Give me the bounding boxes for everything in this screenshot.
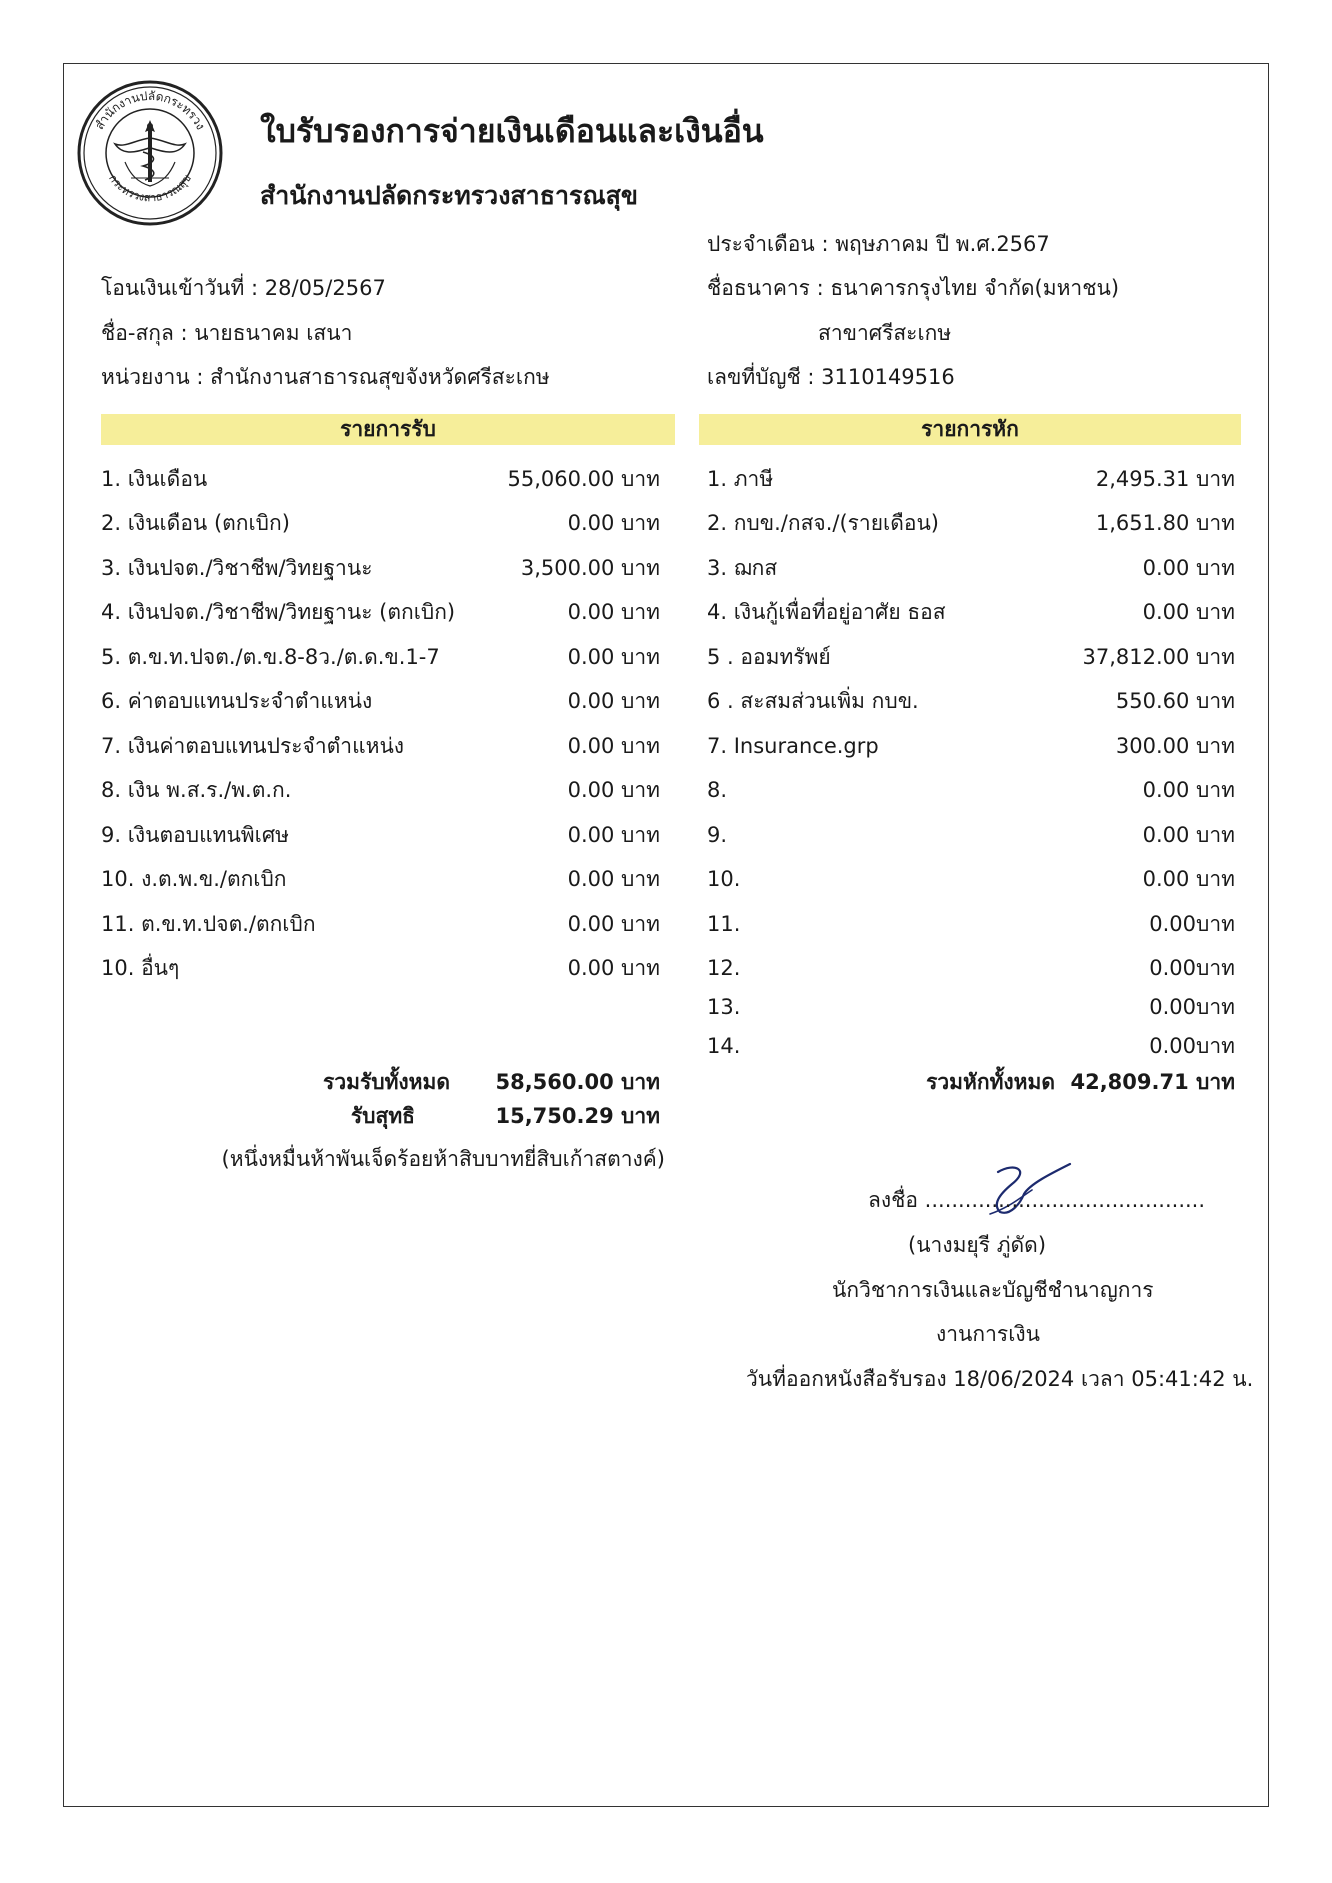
signer-section: งานการเงิน: [936, 1322, 1040, 1346]
income-item-amount: 0.00 บาท: [567, 645, 660, 669]
signature-line: ลงชื่อ ..........................................: [868, 1188, 1206, 1212]
bank-branch: สาขาศรีสะเกษ: [818, 321, 952, 345]
deduction-item-amount: 0.00 บาท: [1142, 556, 1235, 580]
deduction-item-amount: 0.00 บาท: [1142, 778, 1235, 802]
svg-text:สำนักงานปลัดกระทรวง: สำนักงานปลัดกระทรวง: [92, 88, 208, 133]
net-pay-label: รับสุทธิ: [350, 1104, 415, 1128]
deduction-item-amount: 0.00 บาท: [1142, 823, 1235, 847]
income-item-amount: 0.00 บาท: [567, 778, 660, 802]
income-total-amount: 58,560.00 บาท: [495, 1070, 660, 1094]
net-pay-amount: 15,750.29 บาท: [495, 1104, 660, 1128]
deduction-item-label: 2. กบข./กสจ./(รายเดือน): [707, 511, 939, 535]
income-header: รายการรับ: [101, 414, 675, 445]
signer-position: นักวิชาการเงินและบัญชีชำนาญการ: [832, 1278, 1154, 1302]
document-title: ใบรับรองการจ่ายเงินเดือนและเงินอื่น: [260, 112, 764, 150]
income-item-amount: 0.00 บาท: [567, 511, 660, 535]
income-item-label: 11. ต.ข.ท.ปจต./ตกเบิก: [101, 912, 316, 936]
income-item-label: 1. เงินเดือน: [101, 467, 208, 491]
deduction-item-label: 10.: [707, 867, 741, 891]
income-item-label: 9. เงินตอบแทนพิเศษ: [101, 823, 290, 847]
deduction-item-amount: 2,495.31 บาท: [1095, 467, 1235, 491]
transfer-date: โอนเงินเข้าวันที่ : 28/05/2567: [101, 276, 386, 300]
income-item-amount: 0.00 บาท: [567, 912, 660, 936]
income-item-amount: 0.00 บาท: [567, 823, 660, 847]
income-item-amount: 0.00 บาท: [567, 689, 660, 713]
income-item-label: 2. เงินเดือน (ตกเบิก): [101, 511, 290, 535]
pay-period: ประจำเดือน : พฤษภาคม ปี พ.ศ.2567: [707, 232, 1050, 256]
employee-name: ชื่อ-สกุล : นายธนาคม เสนา: [101, 321, 353, 345]
bank-name: ชื่อธนาคาร : ธนาคารกรุงไทย จำกัด(มหาชน): [707, 276, 1120, 300]
income-item-amount: 0.00 บาท: [567, 867, 660, 891]
ministry-seal-icon: [75, 78, 225, 228]
signer-name: (นางมยุรี ภู่ดัด): [908, 1233, 1047, 1257]
income-item-label: 10. ง.ต.พ.ข./ตกเบิก: [101, 867, 287, 891]
income-item-label: 5. ต.ข.ท.ปจต./ต.ข.8-8ว./ต.ด.ข.1-7: [101, 645, 440, 669]
income-item-amount: 3,500.00 บาท: [520, 556, 660, 580]
deduction-item-amount: 0.00บาท: [1149, 995, 1235, 1019]
deduction-item-label: 9.: [707, 823, 728, 847]
income-item-amount: 0.00 บาท: [567, 600, 660, 624]
deduction-total-label: รวมหักทั้งหมด: [926, 1070, 1055, 1094]
income-item-label: 7. เงินค่าตอบแทนประจำตำแหน่ง: [101, 734, 405, 758]
income-total-label: รวมรับทั้งหมด: [323, 1070, 450, 1094]
deductions-header: รายการหัก: [699, 414, 1241, 445]
income-item-label: 8. เงิน พ.ส.ร./พ.ต.ก.: [101, 778, 292, 802]
income-item-label: 10. อื่นๆ: [101, 956, 180, 980]
deduction-item-amount: 0.00บาท: [1149, 912, 1235, 936]
deduction-item-amount: 550.60 บาท: [1115, 689, 1235, 713]
deduction-item-label: 12.: [707, 956, 741, 980]
deduction-item-amount: 300.00 บาท: [1115, 734, 1235, 758]
account-number: เลขที่บัญชี : 3110149516: [707, 365, 955, 389]
svg-text:กระทรวงสาธารณสุข: กระทรวงสาธารณสุข: [106, 172, 194, 205]
deduction-item-amount: 0.00 บาท: [1142, 600, 1235, 624]
deduction-item-amount: 1,651.80 บาท: [1095, 511, 1235, 535]
organization-name: สำนักงานปลัดกระทรวงสาธารณสุข: [260, 181, 638, 210]
income-item-label: 6. ค่าตอบแทนประจำตำแหน่ง: [101, 689, 373, 713]
deduction-item-amount: 0.00บาท: [1149, 956, 1235, 980]
deduction-item-label: 1. ภาษี: [707, 467, 774, 491]
deduction-item-label: 4. เงินกู้เพื่อที่อยู่อาศัย ธอส: [707, 600, 946, 624]
income-item-amount: 0.00 บาท: [567, 956, 660, 980]
net-pay-in-words: (หนึ่งหมื่นห้าพันเจ็ดร้อยห้าสิบบาทยี่สิบเก้าสตางค์): [221, 1147, 665, 1171]
income-item-amount: 55,060.00 บาท: [507, 467, 660, 491]
deduction-total-amount: 42,809.71 บาท: [1070, 1070, 1235, 1094]
deduction-item-label: 11.: [707, 912, 741, 936]
issue-datetime: วันที่ออกหนังสือรับรอง 18/06/2024 เวลา 05:41:42 น.: [746, 1367, 1254, 1391]
deduction-item-label: 3. ฌกส: [707, 556, 778, 580]
deduction-item-amount: 0.00บาท: [1149, 1034, 1235, 1058]
deduction-item-label: 8.: [707, 778, 728, 802]
deduction-item-label: 13.: [707, 995, 741, 1019]
deduction-item-label: 6 . สะสมส่วนเพิ่ม กบข.: [707, 689, 919, 713]
deduction-item-amount: 37,812.00 บาท: [1082, 645, 1235, 669]
income-item-label: 4. เงินปจต./วิชาชีพ/วิทยฐานะ (ตกเบิก): [101, 600, 456, 624]
deduction-item-amount: 0.00 บาท: [1142, 867, 1235, 891]
work-unit: หน่วยงาน : สำนักงานสาธารณสุขจังหวัดศรีสะเกษ: [101, 365, 550, 389]
deduction-item-label: 7. Insurance.grp: [707, 734, 879, 758]
income-item-amount: 0.00 บาท: [567, 734, 660, 758]
income-item-label: 3. เงินปจต./วิชาชีพ/วิทยฐานะ: [101, 556, 373, 580]
deduction-item-label: 14.: [707, 1034, 741, 1058]
deduction-item-label: 5 . ออมทรัพย์: [707, 645, 831, 669]
